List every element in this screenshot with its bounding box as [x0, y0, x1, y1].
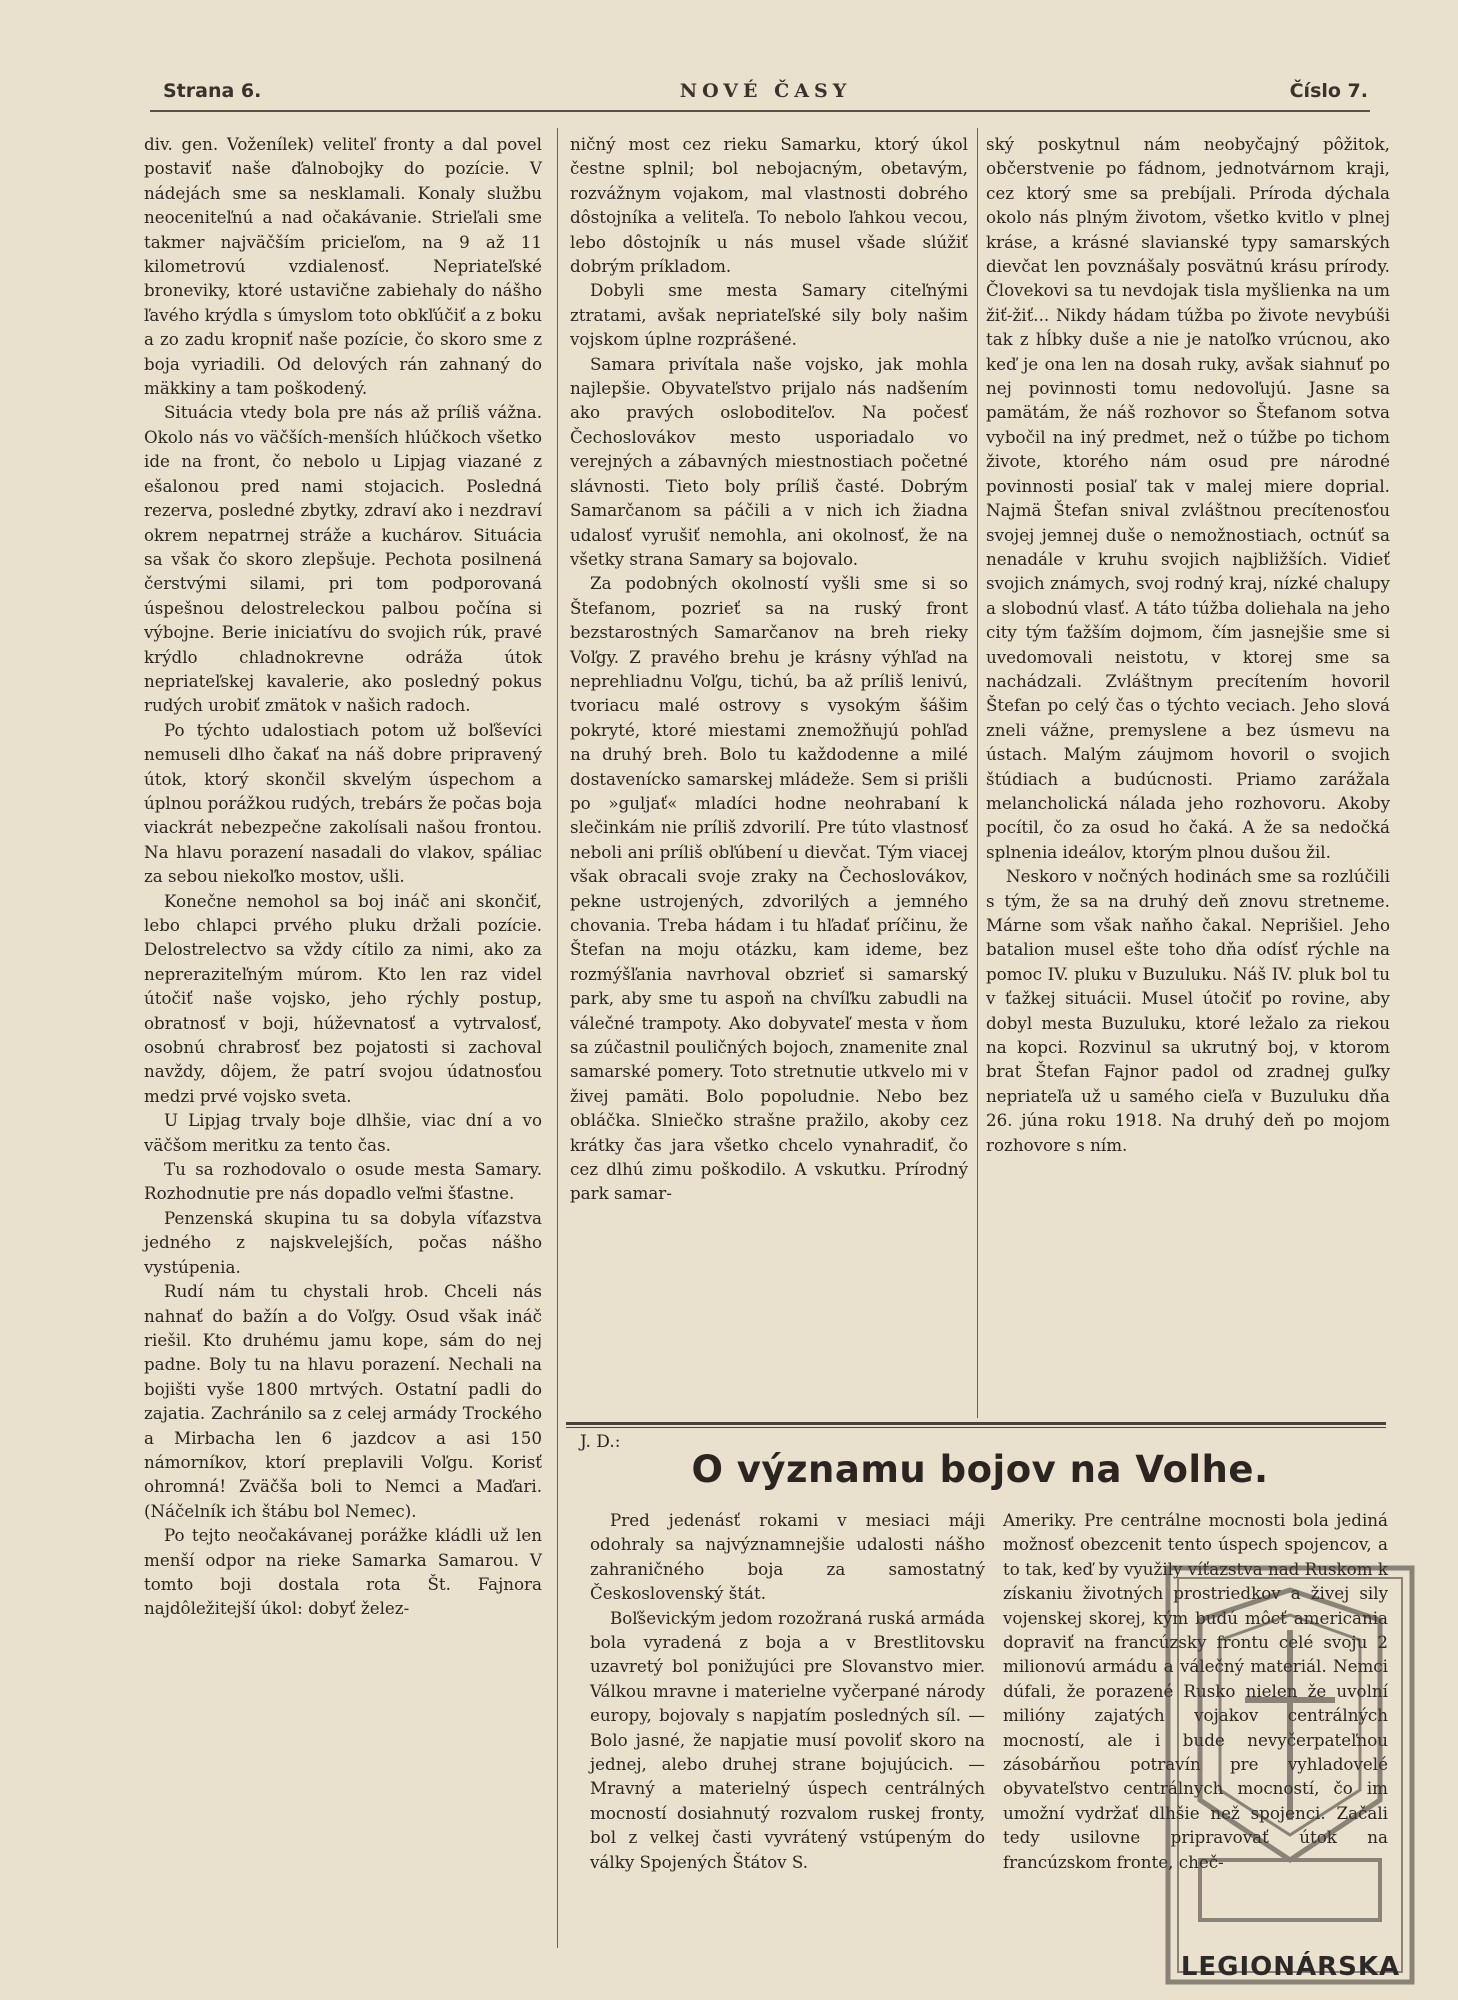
paragraph: Dobyli sme mesta Samary citeľnými ztratami, avšak nepriateľské sily boly našim vojskom úplne rozprášené. [570, 280, 968, 350]
article-separator [566, 1422, 1386, 1425]
header-rule [150, 110, 1370, 112]
stamp-label: LEGIONÁRSKA [1180, 1952, 1401, 1982]
paragraph: Ameriky. Pre centrálne mocnosti bola jediná možnosť obezcenit tento úspech spojencov, a to tak, keď by využily víťazstva nad Ruskom k získaniu životných prostriedkov a živej sily vojenskej skorej, kým budú môcť americania dopraviť na francúzsky frontu celé svoju 2 milionovú armádu a válečný materiál. Nemci dúfali, že porazené Rusko nielen že uvolní milióny zajatých vojakov centrálných mocností, ale i bude nevyčerpateľnou zásobárňou potravín pre vyhladovelé obyvateľstvo centrálnych mocností, čo im umožní vydržať dlhšie než spojenci. Začali tedy usilovne pripravovať útok na francúzskom fronte, cheč- [1003, 1510, 1388, 1872]
paragraph: ský poskytnul nám neobyčajný pôžitok, občerstvenie po fádnom, jednotvárnom kraji, cez ktorý sme sa prebíjali. Príroda dýchala okolo nás plným životom, všetko kvitlo v plnej kráse, a krásné slavianské typy samarských dievčat len povznášaly posvätnú krásu prírody. Človekovi sa tu nevdojak tisla myšlienka na um žiť-žiť... Nikdy hádam túžba po živote nevybúši tak z hĺbky duše a nie je natoľko vrúcnou, ako keď je ona len na dosah ruky, avšak siahnuť po nej povinnosti tomu nedovoľujú. Jasne sa pamätám, že náš rozhovor so Štefanom sotva vybočil na iný predmet, než o túžbe po tichom živote, ktorého nám osud pre národné povinnosti posiaľ tak v malej miere doprial. Najmä Štefan snival zvláštnou precítenosťou svojej jemnej duše o nemožnostiach, octnúť sa nenadále v kruhu svojich najbližších. Vidieť svojich známych, svoj rodný kraj, nízké chalupy a slobodnú vlasť. A táto túžba doliehala na jeho city tým ťažším dojmom, čím jasnejšie sme si uvedomovali neistotu, v ktorej sme sa nachádzali. Zvláštnym precítením hovoril Štefan po celý čas o týchto veciach. Jeho slová zneli vážne, premyslene a bez úsmevu na ústach. Malým záujmom hovoril o svojich štúdiach a budúcnosti. Priamo zarážala melancholická nálada jeho rozhovoru. Akoby pocítil, čo za osud ho čaká. A že sa nedočká splnenia ideálov, ktorým plnou dušou žil. [986, 134, 1390, 862]
paragraph: div. gen. Voženílek) veliteľ fronty a dal povel postaviť naše ďalnobojky do pozície. V nádejách sme sa nesklamali. Konaly službu neoceniteľnú a nad očakávanie. Strieľali sme takmer najväčším pricieľom, na 9 až 11 kilometrovú vzdialenosť. Nepriateľské broneviky, ktoré ustavične zabiehaly do nášho ľavého krýdla s úmyslom toto obkľúčiť a z boku a zo zadu kropniť naše pozície, čo skoro sme z boja vyriadili. Od delových rán zahnaný do mäkkiny a tam poškodený. [144, 134, 542, 399]
column-divider [977, 128, 978, 1418]
paragraph: Konečne nemohol sa boj ináč ani skončiť, lebo chlapci prvého pluku držali pozície. Delostrelectvo sa vždy cítilo za nimi, ako za nepreraziteľným múrom. Kto len raz videl útočiť naše vojsko, jeho rýchly postup, obratnosť v boji, húževnatosť a vytrvalosť, osobnú chrabrosť bez pojatosti si zachoval navždy, dôjem, že patrí svojou údatnosťou medzi prvé vojsko sveta. [144, 890, 542, 1106]
article1-column2 [570, 132, 968, 1206]
article-byline: J. D.: [580, 1432, 621, 1452]
newspaper-title: NOVÉ ČASY [679, 80, 852, 102]
issue-number: Číslo 7. [1289, 80, 1368, 102]
page-header [163, 80, 1368, 114]
library-stamp-icon [1160, 1560, 1420, 1990]
paragraph: ničný most cez rieku Samarku, ktorý úkol čestne splnil; bol nebojacným, obetavým, rozvážnym vojakom, mal vlastnosti dobrého dôstojníka a veliteľa. To nebolo ľahkou vecou, lebo dôstojník u nás musel všade slúžiť dobrým príkladom. [570, 134, 968, 277]
article1-column1 [144, 132, 542, 1621]
paragraph: Boľševickým jedom rozožraná ruská armáda bola vyradená z boja a v Brestlitovsku uzavretý bol ponižujúci pre Slovanstvo mier. Válkou mravne i materielne vyčerpané národy europy, bojovaly s napjatím posledných síl. — Bolo jasné, že napjatie musí povoliť skoro na jednej, alebo druhej strane bojujúcich. — Mravný a materielný úspech centrálných mocností dosiahnutý rozvalom ruskej fronty, bol z velkej časti vyvrátený vstúpeným do války Spojených Štátov S. [590, 1607, 985, 1872]
paragraph: Po týchto udalostiach potom už boľševíci nemuseli dlho čakať na náš dobre pripravený útok, ktorý skončil skvelým úspechom a úplnou porážkou rudých, trebárs že počas boja viackrát nebezpečne zakolísali našou frontou. Na hlavu porazení nasadali do vlakov, spáliac za sebou niekoľko mostov, ušli. [144, 719, 542, 887]
paragraph: Situácia vtedy bola pre nás až príliš vážna. Okolo nás vo väčších-menších hlúčkoch všetko ide na front, čo nebolo u Lipjag viazané z ešalonou pred nami stojacich. Posledná rezerva, posledné zbytky, zdraví ako i nezdraví okrem nepatrnej stráže a kuchárov. Situácia sa však čo skoro zlepšuje. Pechota posilnená čerstvými silami, pri tom podporovaná úspešnou delostreleckou palbou počína si výbojne. Berie iniciatívu do svojich rúk, pravé krýdlo chladnokrevne odráža útok nepriateľskej kavalerie, ako posledný pokus rudých urobiť zmätok v našich radoch. [144, 402, 542, 716]
article-separator [566, 1427, 1386, 1428]
paragraph: Rudí nám tu chystali hrob. Chceli nás nahnať do bažín a do Voľgy. Osud však ináč riešil. Kto druhému jamu kope, sám do nej padne. Boly tu na hlavu porazení. Nechali na bojišti vyše 1800 mrtvých. Ostatní padli do zajatia. Zachránilo sa z celej armády Trockého a Mirbacha len 6 jazdcov a asi 150 námorníkov, ktorí preplavili Voľgu. Korisť ohromná! Zväčša boli to Nemci a Maďari. (Náčelník ich štábu bol Nemec). [144, 1281, 542, 1521]
paragraph: Samara privítala naše vojsko, jak mohla najlepšie. Obyvateľstvo prijalo nás nadšením ako pravých osloboditeľov. Na počesť Čechoslovákov mesto usporiadalo vo verejných a zábavných miestnostiach početné slávnosti. Tieto boly príliš časté. Dobrým Samarčanom sa páčili a v nich ich žiadna udalosť vyrušiť nemohla, ani okolnosť, že na všetky strana Samary sa bojovalo. [570, 353, 968, 569]
article2-column1 [590, 1508, 985, 1874]
article-headline: O významu bojov na Volhe. [691, 1448, 1269, 1491]
paragraph: Pred jedenásť rokami v mesiaci máji odohraly sa najvýznamnejšie udalosti nášho zahraničného boja za samostatný Československý štát. [590, 1510, 985, 1604]
paragraph: Penzenská skupina tu sa dobyla víťazstva jedného z najskvelejších, počas nášho vystúpenia. [144, 1207, 542, 1277]
paragraph: Za podobných okolností vyšli sme si so Štefanom, pozrieť sa na ruský front bezstarostných Samarčanov na breh rieky Voľgy. Z pravého brehu je krásny výhľad na neprehliadnu Voľgu, tichú, ba až príliš lenivú, tvoriacu malé ostrovy s vysokým šášim pokryté, ktoré miestami znemožňujú pohľad na druhý breh. Bolo tu každodenne a milé dostavenícko samarskej mládeže. Sem si prišli po »guljať« mladíci hodne neohrabaní k slečinkám nie príliš zdvorilí. Pre túto vlastnosť neboli ani príliš obľúbení u dievčat. Tým viacej však obracali svoje zraky na Čechoslovákov, pekne ustrojených, zdvorilých a jemného chovania. Treba hádam i tu hľadať príčinu, že Štefan na moju otázku, kam ideme, bez rozmýšľania navrhoval obzrieť si samarský park, aby sme tu aspoň na chvíľku zabudli na válečné trampoty. Ako dobyvateľ mesta v ňom sa zúčastnil pouličných bojoch, znamenite znal samarské pomery. Toto stretnutie utkvelo mi v živej pamäti. Bolo popoludnie. Nebo bez obláčka. Slniečko strašne pražilo, akoby cez krátky čas jara všetko chcelo vynahradiť, čo cez dlhú zimu poškodilo. A vskutku. Prírodný park samar- [570, 573, 968, 1204]
paragraph: U Lipjag trvaly boje dlhšie, viac dní a vo väčšom meritku za tento čas. [144, 1110, 542, 1155]
page-number: Strana 6. [163, 80, 262, 102]
paragraph: Neskoro v nočných hodinách sme sa rozlúčili s tým, že sa na druhý deň znovu stretneme. Márne som však naňho čakal. Neprišiel. Jeho batalion musel ešte toho dňa odísť rýchle na pomoc IV. pluku v Buzuluku. Náš IV. pluk bol tu v ťažkej situácii. Musel útočiť po rovine, aby dobyl mesta Buzuluku, ktoré ležalo za riekou na kopci. Rozvinul sa ukrutný boj, v ktorom brat Štefan Fajnor padol od zradnej guľky nepriateľa už u samého cieľa v Buzuluku dňa 26. júna roku 1918. Na druhý deň po mojom rozhovore s ním. [986, 866, 1390, 1155]
paragraph: Po tejto neočakávanej porážke kládli už len menší odpor na rieke Samarka Samarou. V tomto boji dostala rota Št. Fajnora najdôležitejší úkol: dobyť želez- [144, 1525, 542, 1619]
paragraph: Tu sa rozhodovalo o osude mesta Samary. Rozhodnutie pre nás dopadlo veľmi šťastne. [144, 1159, 542, 1204]
article1-column3 [986, 132, 1390, 1157]
column-divider [557, 128, 558, 1948]
